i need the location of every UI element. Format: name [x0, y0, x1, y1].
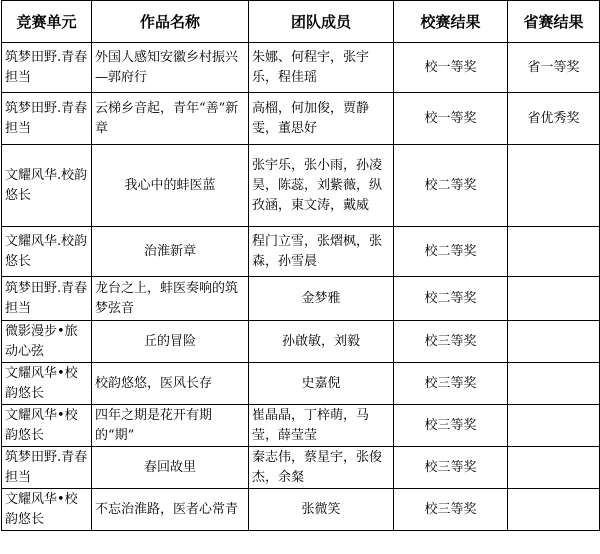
province-result-cell	[508, 277, 600, 321]
table-row	[2, 363, 600, 405]
title-cell: 四年之期是花开有期的“期”	[92, 405, 249, 447]
header-school-result: 校赛结果	[394, 1, 508, 43]
members-cell: 张宇乐，张小雨，孙凌昊，陈蕊，刘紫薇，纵孜涵，東文涛，戴威	[249, 145, 394, 227]
province-result-cell	[508, 489, 600, 531]
members-cell: 金梦雅	[249, 277, 394, 321]
school-result-cell: 校三等奖	[394, 447, 508, 489]
title-cell: 丘的冒险	[92, 321, 249, 363]
members-cell: 崔晶晶，丁梓萌，马莹，薛莹莹	[249, 405, 394, 447]
header-members: 团队成员	[249, 1, 394, 43]
table-row	[2, 405, 600, 447]
school-result-cell: 校三等奖	[394, 363, 508, 405]
header-row	[2, 1, 600, 43]
school-result-cell: 校二等奖	[394, 145, 508, 227]
table-row	[2, 43, 600, 93]
title-cell: 外国人感知安徽乡村振兴—郭府行	[92, 43, 249, 93]
province-result-cell	[508, 447, 600, 489]
members-cell: 秦志伟，蔡星宇，张俊杰，余粲	[249, 447, 394, 489]
school-result-cell: 校二等奖	[394, 277, 508, 321]
unit-cell: 文耀风华•校韵悠长	[2, 489, 92, 531]
header-title: 作品名称	[92, 1, 249, 43]
title-cell: 云梯乡音起，青年“善”新章	[92, 93, 249, 145]
table-row	[2, 145, 600, 227]
table-row	[2, 489, 600, 531]
school-result-cell: 校三等奖	[394, 489, 508, 531]
members-cell: 史嘉倪	[249, 363, 394, 405]
unit-cell: 筑梦田野.青春担当	[2, 93, 92, 145]
title-cell: 春回故里	[92, 447, 249, 489]
province-result-cell	[508, 321, 600, 363]
unit-cell: 文耀风华.校韵悠长	[2, 145, 92, 227]
title-cell: 龙台之上，蚌医奏响的筑梦弦音	[92, 277, 249, 321]
province-result-cell	[508, 227, 600, 277]
school-result-cell: 校二等奖	[394, 227, 508, 277]
members-cell: 孙啟敏，刘毅	[249, 321, 394, 363]
title-cell: 我心中的蚌医蓝	[92, 145, 249, 227]
province-result-cell: 省优秀奖	[508, 93, 600, 145]
table-row	[2, 227, 600, 277]
school-result-cell: 校一等奖	[394, 43, 508, 93]
table-row	[2, 447, 600, 489]
members-cell: 朱娜、何程宇，张宇乐，程佳瑶	[249, 43, 394, 93]
awards-table	[1, 0, 600, 531]
table-row	[2, 277, 600, 321]
province-result-cell	[508, 405, 600, 447]
table-row	[2, 321, 600, 363]
school-result-cell: 校一等奖	[394, 93, 508, 145]
unit-cell: 文耀风华•校韵悠长	[2, 405, 92, 447]
members-cell: 张微笑	[249, 489, 394, 531]
members-cell: 高榴，何加俊，贾静雯，董思好	[249, 93, 394, 145]
header-unit: 竞赛单元	[2, 1, 92, 43]
province-result-cell	[508, 145, 600, 227]
members-cell: 程门立雪，张熠枫，张森，孙雪晨	[249, 227, 394, 277]
header-province-result: 省赛结果	[508, 1, 600, 43]
title-cell: 不忘治淮路，医者心常青	[92, 489, 249, 531]
province-result-cell	[508, 363, 600, 405]
school-result-cell: 校三等奖	[394, 321, 508, 363]
title-cell: 治淮新章	[92, 227, 249, 277]
unit-cell: 文耀风华•校韵悠长	[2, 363, 92, 405]
unit-cell: 筑梦田野.青春担当	[2, 43, 92, 93]
unit-cell: 筑梦田野.青春担当	[2, 447, 92, 489]
province-result-cell: 省一等奖	[508, 43, 600, 93]
unit-cell: 文耀风华.校韵悠长	[2, 227, 92, 277]
unit-cell: 筑梦田野.青春担当	[2, 277, 92, 321]
school-result-cell: 校三等奖	[394, 405, 508, 447]
table-row	[2, 93, 600, 145]
title-cell: 校韵悠悠，医风长存	[92, 363, 249, 405]
unit-cell: 微影漫步•旅动心弦	[2, 321, 92, 363]
